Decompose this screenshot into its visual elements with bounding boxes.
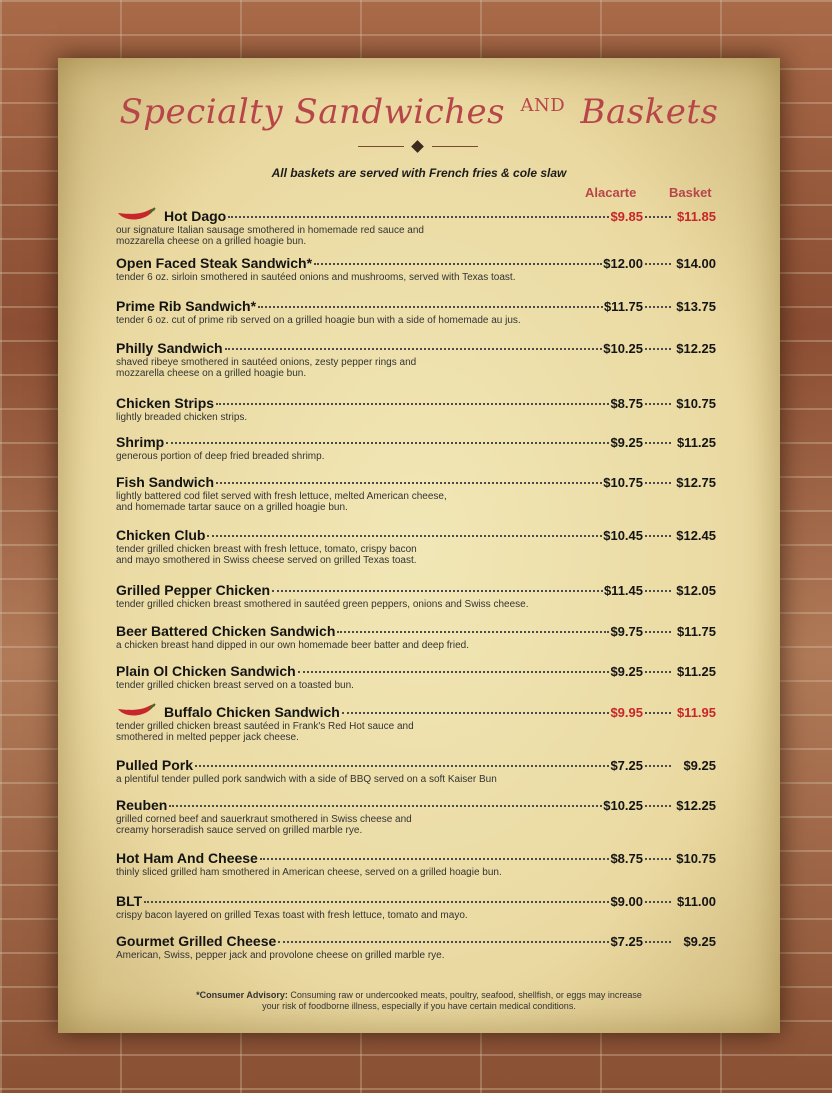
dot-leader xyxy=(144,901,609,903)
menu-item xyxy=(116,757,716,785)
menu-item-description: crispy bacon layered on grilled Texas toast with fresh lettuce, tomato and mayo. xyxy=(116,910,468,921)
menu-item-row xyxy=(116,704,716,721)
price-alacarte: $11.75 xyxy=(603,299,643,314)
menu-item xyxy=(116,704,716,743)
price-alacarte: $8.75 xyxy=(610,851,643,866)
price-basket: $14.00 xyxy=(676,256,716,271)
price-basket: $12.75 xyxy=(676,475,716,490)
dot-leader xyxy=(645,482,671,484)
menu-item-description: shaved ribeye smothered in sautéed onions, zesty pepper rings and mozzarella cheese on a grilled hoagie bun. xyxy=(116,357,417,379)
menu-item-name: Shrimp xyxy=(116,434,165,450)
menu-item xyxy=(116,797,716,836)
menu-item xyxy=(116,893,716,921)
menu-item-row xyxy=(116,340,716,357)
menu-item-row xyxy=(116,298,716,315)
price-basket: $11.75 xyxy=(676,624,716,639)
menu-item xyxy=(116,340,716,379)
menu-item-description: lightly battered cod filet served with fresh lettuce, melted American cheese, and homemade tartar sauce on a grilled hoagie bun. xyxy=(116,491,447,513)
price-alacarte: $10.45 xyxy=(603,528,643,543)
menu-item xyxy=(116,255,716,283)
dot-leader xyxy=(225,348,603,350)
menu-item-name: Beer Battered Chicken Sandwich xyxy=(116,623,336,639)
menu-item xyxy=(116,434,716,462)
dot-leader xyxy=(645,631,671,633)
dot-leader xyxy=(278,941,609,943)
menu-item xyxy=(116,933,716,961)
menu-item xyxy=(116,395,716,423)
dot-leader xyxy=(314,263,602,265)
dot-leader xyxy=(645,765,671,767)
dot-leader xyxy=(645,263,671,265)
menu-item xyxy=(116,850,716,878)
dot-leader xyxy=(645,216,671,218)
menu-item-row xyxy=(116,582,716,599)
price-alacarte: $9.00 xyxy=(610,894,643,909)
menu-item-description: tender grilled chicken breast sautéed in Frank's Red Hot sauce and smothered in melted pepper jack cheese. xyxy=(116,721,414,743)
price-basket: $11.00 xyxy=(676,894,716,909)
menu-item-name: Pulled Pork xyxy=(116,757,194,773)
price-alacarte: $9.75 xyxy=(610,624,643,639)
dot-leader xyxy=(258,306,603,308)
price-alacarte: $8.75 xyxy=(610,396,643,411)
dot-leader xyxy=(645,805,671,807)
menu-item xyxy=(116,208,716,247)
menu-item-name: Grilled Pepper Chicken xyxy=(116,582,271,598)
price-basket: $10.75 xyxy=(676,396,716,411)
menu-item-name: Open Faced Steak Sandwich* xyxy=(116,255,313,271)
price-basket: $9.25 xyxy=(683,934,716,949)
dot-leader xyxy=(169,805,602,807)
menu-item-name: Fish Sandwich xyxy=(116,474,215,490)
price-basket: $12.05 xyxy=(676,583,716,598)
menu-item-row xyxy=(116,208,716,225)
dot-leader xyxy=(228,216,609,218)
dot-leader xyxy=(645,348,671,350)
price-alacarte: $9.95 xyxy=(610,705,643,720)
price-basket: $11.85 xyxy=(676,209,716,224)
dot-leader xyxy=(645,858,671,860)
menu-item xyxy=(116,582,716,610)
menu-item-name: Chicken Strips xyxy=(116,395,215,411)
menu-item xyxy=(116,474,716,513)
price-alacarte: $9.25 xyxy=(610,435,643,450)
menu-item-description: generous portion of deep fried breaded shrimp. xyxy=(116,451,325,462)
title-right: Baskets xyxy=(580,92,719,132)
menu-item-row xyxy=(116,663,716,680)
price-alacarte: $9.85 xyxy=(610,209,643,224)
title-divider xyxy=(358,142,478,152)
menu-item-row xyxy=(116,797,716,814)
column-header-alacarte: Alacarte xyxy=(585,185,637,200)
price-alacarte: $10.25 xyxy=(603,798,643,813)
menu-item-name: Buffalo Chicken Sandwich xyxy=(164,704,340,720)
menu-item-description: thinly sliced grilled ham smothered in American cheese, served on a grilled hoagie bun. xyxy=(116,867,502,878)
price-basket: $13.75 xyxy=(676,299,716,314)
price-alacarte: $9.25 xyxy=(610,664,643,679)
dot-leader xyxy=(207,535,602,537)
menu-item-row xyxy=(116,527,716,544)
advisory-label: *Consumer Advisory: xyxy=(196,990,288,1000)
dot-leader xyxy=(216,482,602,484)
menu-item-description: our signature Italian sausage smothered in homemade red sauce and mozzarella cheese on a grilled hoagie bun. xyxy=(116,225,424,247)
menu-item-description: grilled corned beef and sauerkraut smothered in Swiss cheese and creamy horseradish sauce served on grilled marble rye. xyxy=(116,814,412,836)
dot-leader xyxy=(195,765,609,767)
menu-subtitle: All baskets are served with French fries & cole slaw xyxy=(271,166,567,180)
dot-leader xyxy=(342,712,610,714)
title-and: AND xyxy=(520,95,566,116)
menu-item xyxy=(116,663,716,691)
menu-item-name: Hot Dago xyxy=(164,208,227,224)
menu-item-description: tender grilled chicken breast smothered in sautéed green peppers, onions and Swiss cheese. xyxy=(116,599,529,610)
chili-pepper-icon xyxy=(116,209,154,221)
menu-item-row xyxy=(116,434,716,451)
menu-item-name: BLT xyxy=(116,893,143,909)
dot-leader xyxy=(645,712,671,714)
price-alacarte: $10.75 xyxy=(603,475,643,490)
price-basket: $10.75 xyxy=(676,851,716,866)
price-basket: $9.25 xyxy=(683,758,716,773)
menu-item-row xyxy=(116,623,716,640)
consumer-advisory xyxy=(58,990,780,1012)
price-basket: $11.95 xyxy=(676,705,716,720)
dot-leader xyxy=(645,590,671,592)
menu-item-description: a plentiful tender pulled pork sandwich with a side of BBQ served on a soft Kaiser Bun xyxy=(116,774,497,785)
title-left: Specialty Sandwiches xyxy=(119,92,506,132)
menu-item-row xyxy=(116,893,716,910)
menu-item-description: American, Swiss, pepper jack and provolone cheese on grilled marble rye. xyxy=(116,950,445,961)
menu-item-name: Hot Ham And Cheese xyxy=(116,850,258,866)
price-basket: $12.25 xyxy=(676,341,716,356)
dot-leader xyxy=(272,590,603,592)
dot-leader xyxy=(645,306,671,308)
menu-item-row xyxy=(116,933,716,950)
menu-item-description: tender grilled chicken breast with fresh lettuce, tomato, crispy bacon and mayo smothered in Swiss cheese served on grilled Texas toast. xyxy=(116,544,417,566)
dot-leader xyxy=(166,442,609,444)
menu-item-name: Prime Rib Sandwich* xyxy=(116,298,257,314)
dot-leader xyxy=(337,631,609,633)
menu-item-description: a chicken breast hand dipped in our own homemade beer batter and deep fried. xyxy=(116,640,470,651)
column-header-basket: Basket xyxy=(669,185,712,200)
menu-item-name: Chicken Club xyxy=(116,527,206,543)
menu-item-name: Reuben xyxy=(116,797,168,813)
menu-item xyxy=(116,298,716,326)
dot-leader xyxy=(216,403,609,405)
menu-item xyxy=(116,623,716,651)
price-alacarte: $11.45 xyxy=(603,583,643,598)
menu-item-row xyxy=(116,474,716,491)
menu-title xyxy=(58,92,780,132)
dot-leader xyxy=(260,858,610,860)
menu-item xyxy=(116,527,716,566)
menu-item-row xyxy=(116,850,716,867)
menu-item-description: tender grilled chicken breast served on a toasted bun. xyxy=(116,680,354,691)
menu-item-name: Plain Ol Chicken Sandwich xyxy=(116,663,296,679)
menu-item-description: lightly breaded chicken strips. xyxy=(116,412,248,423)
dot-leader xyxy=(645,941,671,943)
price-basket: $12.45 xyxy=(676,528,716,543)
price-basket: $11.25 xyxy=(676,664,716,679)
menu-item-row xyxy=(116,255,716,272)
dot-leader xyxy=(645,535,671,537)
menu-item-description: tender 6 oz. cut of prime rib served on a grilled hoagie bun with a side of homemade au jus. xyxy=(116,315,521,326)
menu-item-name: Gourmet Grilled Cheese xyxy=(116,933,277,949)
dot-leader xyxy=(645,671,671,673)
price-alacarte: $7.25 xyxy=(610,758,643,773)
price-alacarte: $12.00 xyxy=(603,256,643,271)
price-alacarte: $10.25 xyxy=(603,341,643,356)
menu-page xyxy=(58,58,780,1033)
menu-item-row xyxy=(116,757,716,774)
dot-leader xyxy=(645,403,671,405)
menu-item-name: Philly Sandwich xyxy=(116,340,223,356)
dot-leader xyxy=(645,901,671,903)
price-basket: $12.25 xyxy=(676,798,716,813)
advisory-text: Consuming raw or undercooked meats, poultry, seafood, shellfish, or eggs may increase your risk of foodborne illness, especially if you have certain medical conditions. xyxy=(262,990,642,1011)
dot-leader xyxy=(645,442,671,444)
price-alacarte: $7.25 xyxy=(610,934,643,949)
menu-item-description: tender 6 oz. sirloin smothered in sautéed onions and mushrooms, served with Texas toast. xyxy=(116,272,516,283)
dot-leader xyxy=(298,671,610,673)
menu-item-row xyxy=(116,395,716,412)
chili-pepper-icon xyxy=(116,705,154,717)
price-basket: $11.25 xyxy=(676,435,716,450)
